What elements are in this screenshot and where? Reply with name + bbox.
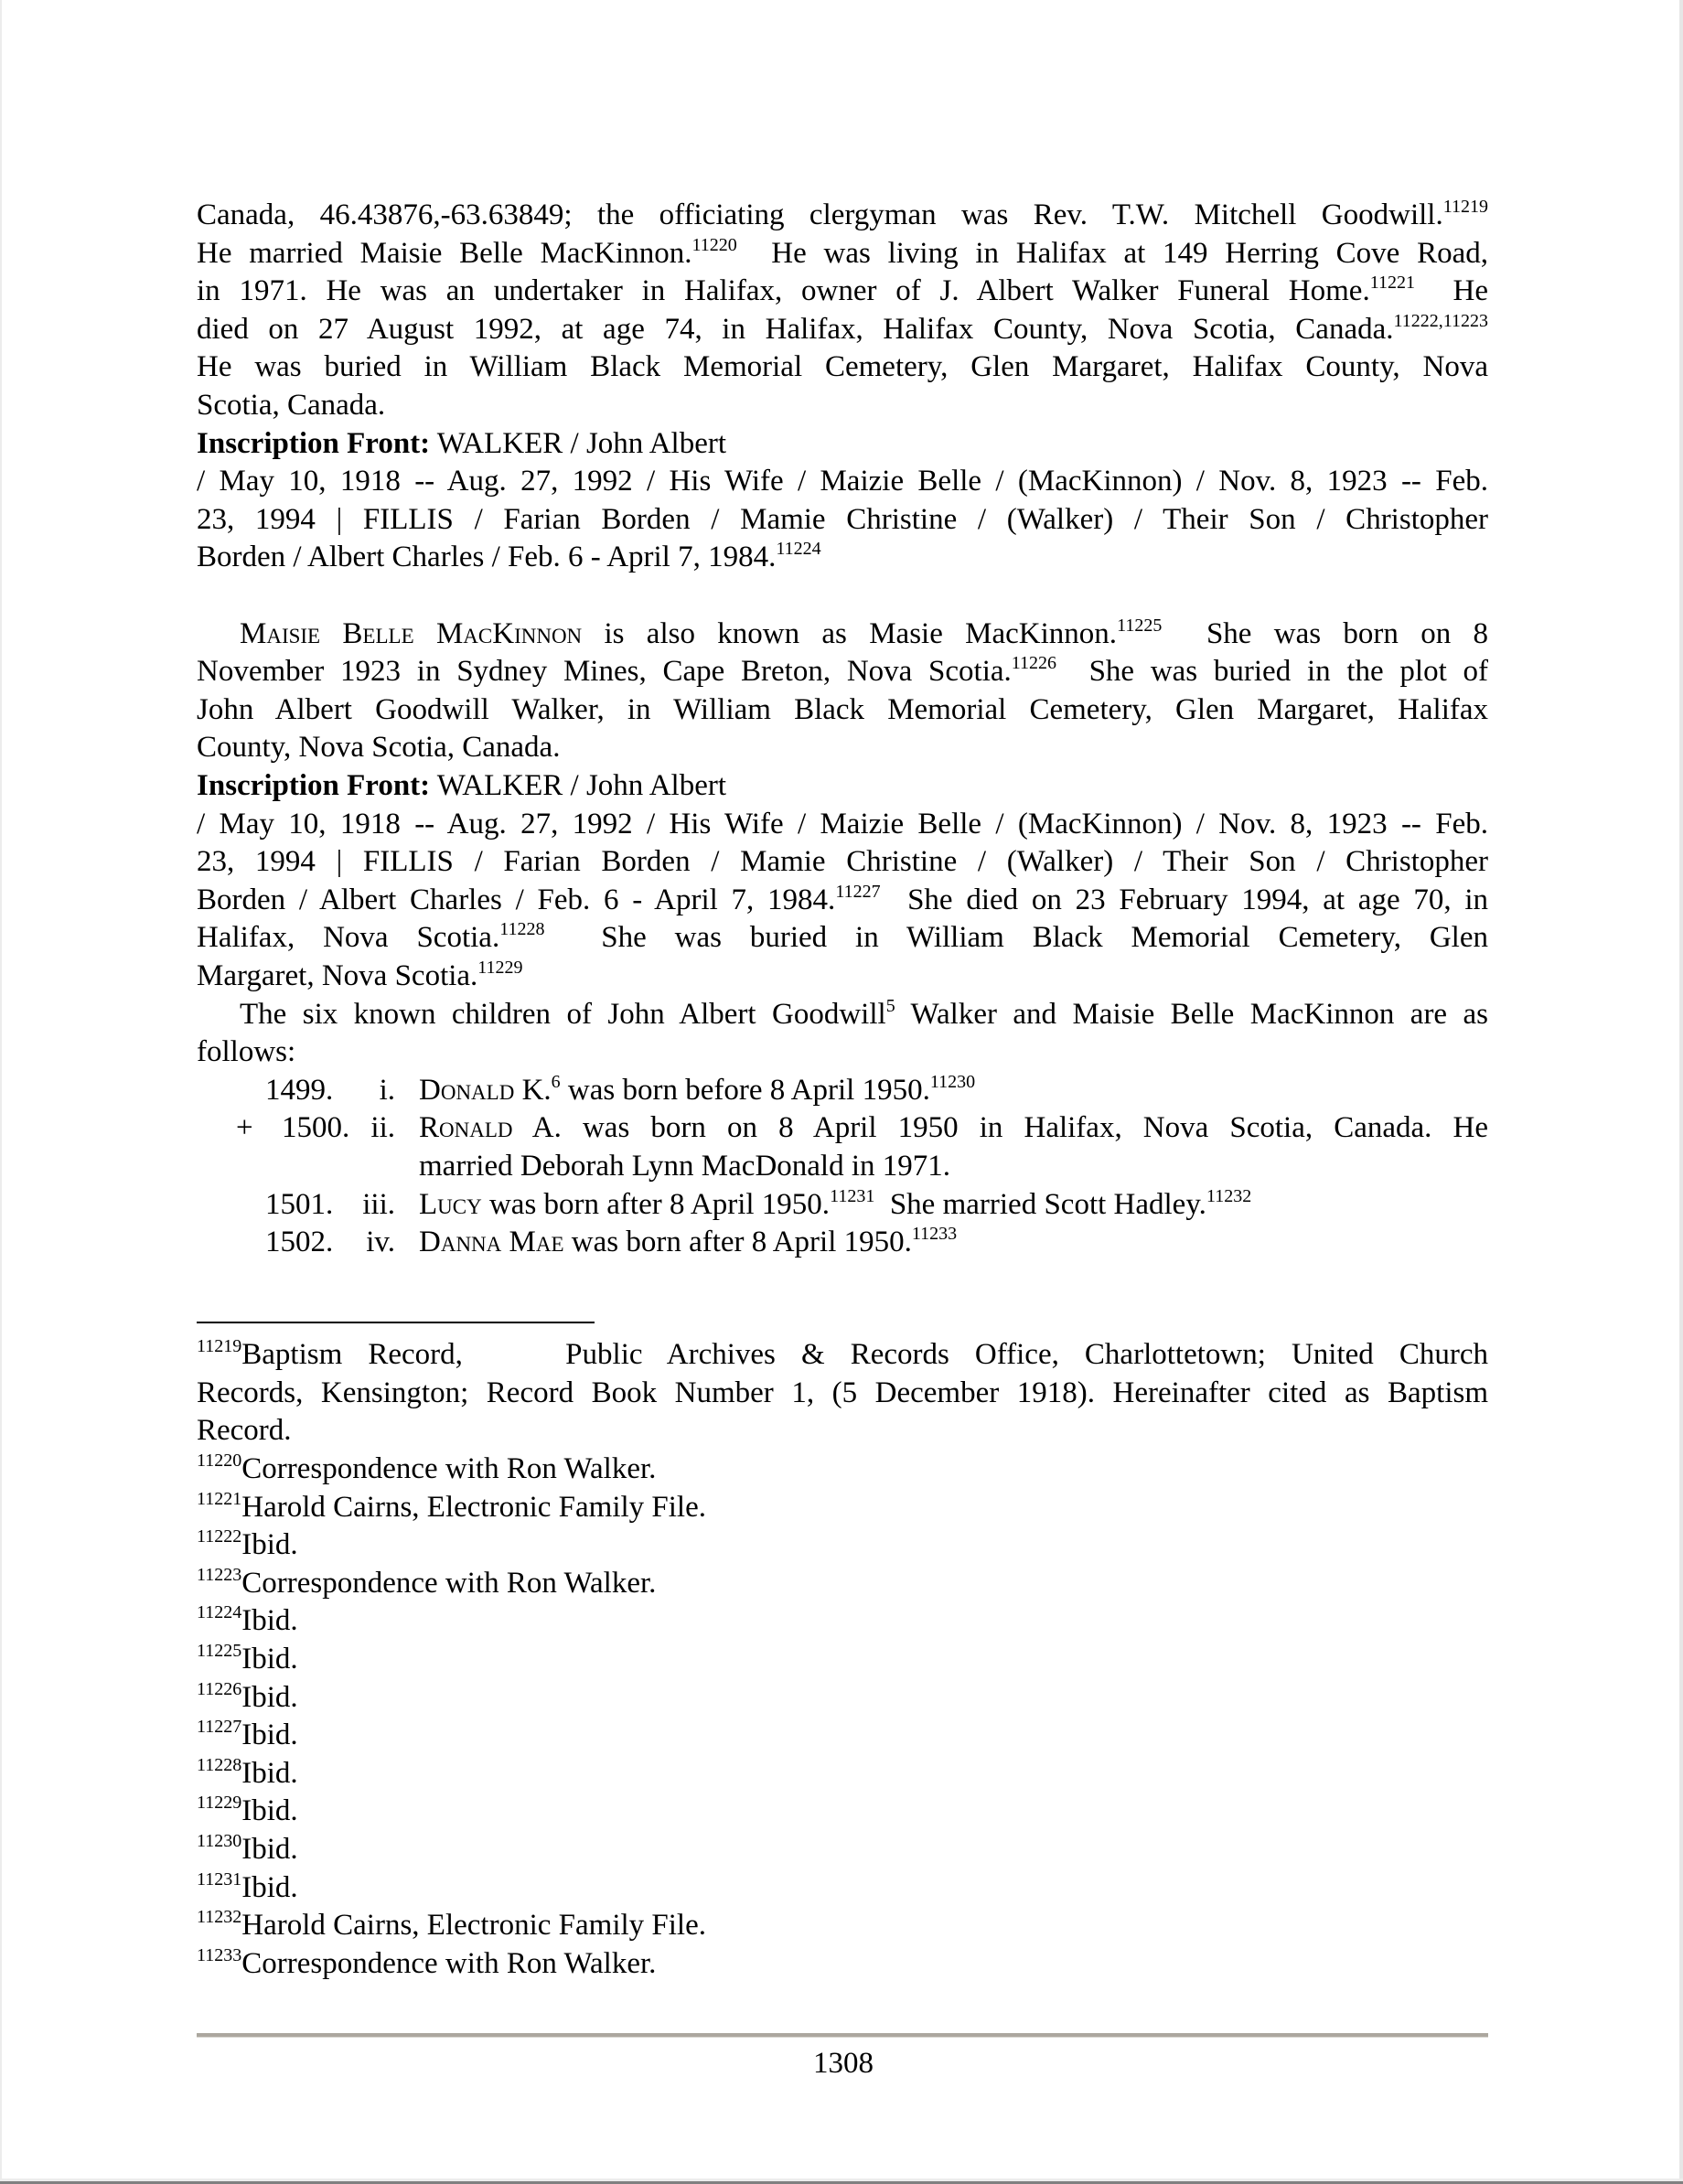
footnote-line: Record. xyxy=(197,1414,292,1447)
text-line: He married Maisie Belle MacKinnon.$^{11220}$ He was living in Halifax at 149 Herring Cove Road, xyxy=(197,235,1488,270)
text-line: He was buried in William Black Memorial Cemetery, Glen Margaret, Halifax County, Nova xyxy=(197,350,1488,383)
child-name: Lucy xyxy=(419,1188,482,1221)
footnote-number: 11232 xyxy=(197,1907,242,1927)
footnote-number: 11227 xyxy=(197,1717,242,1737)
child-number: 1501. xyxy=(265,1188,334,1221)
footnote-ref[interactable]: 11225 xyxy=(1117,616,1163,636)
footnote-ref[interactable]: 11227 xyxy=(835,882,881,902)
footnote: $^{11233}$Correspondence with Ron Walker. xyxy=(197,1945,657,1980)
generation-number: 5 xyxy=(885,996,895,1016)
text-line: follows: xyxy=(197,1035,296,1068)
footnote: $^{11225}$Ibid. xyxy=(197,1641,298,1675)
footnote-number: 11231 xyxy=(197,1869,242,1890)
footnote: $^{11223}$Correspondence with Ron Walker. xyxy=(197,1565,657,1600)
child-text: Donald K.$^6$ was born before 8 April 1950.$^{11230}$ xyxy=(419,1072,976,1107)
page-edge-left xyxy=(0,0,2,2184)
text-line: 23, 1994 | FILLIS / Farian Borden / Mamie Christine / (Walker) / Their Son / Christopher xyxy=(197,845,1488,878)
footnote-number: 11220 xyxy=(197,1451,242,1471)
footnote-line: Records, Kensington; Record Book Number 1, (5 December 1918). Hereinafter cited as Baptism xyxy=(197,1376,1488,1409)
footnote: $^{11220}$Correspondence with Ron Walker. xyxy=(197,1451,657,1485)
footnote-ref[interactable]: 11226 xyxy=(1011,653,1057,673)
text-line: November 1923 in Sydney Mines, Cape Breton, Nova Scotia.$^{11226}$ She was buried in the plot of xyxy=(197,653,1488,688)
inscription-line: Inscription Front: WALKER / John Albert xyxy=(197,427,727,460)
child-name: Donald K. xyxy=(419,1074,552,1107)
text-line: Maisie Belle MacKinnon is also known as Masie MacKinnon.$^{11225}$ She was born on 8 xyxy=(240,616,1488,650)
text-line: Margaret, Nova Scotia.$^{11229}$ xyxy=(197,958,523,992)
inscription-line: Inscription Front: WALKER / John Albert xyxy=(197,769,727,802)
text-line: Borden / Albert Charles / Feb. 6 - April 7, 1984.$^{11227}$ She died on 23 February 1994, at age 70, in xyxy=(197,882,1488,916)
child-roman: ii. xyxy=(370,1111,395,1144)
footnote-number: 11233 xyxy=(197,1945,242,1965)
footnote-number: 11230 xyxy=(197,1831,242,1851)
text-line: The six known children of John Albert Goodwill$^5$ Walker and Maisie Belle MacKinnon are as xyxy=(240,996,1488,1031)
child-number: 1502. xyxy=(265,1226,334,1258)
footnote-ref[interactable]: 11221 xyxy=(1369,273,1415,293)
footnote-ref[interactable]: 11220 xyxy=(691,235,737,255)
page-edge-right xyxy=(1679,0,1683,2184)
footnote-ref[interactable]: 11232 xyxy=(1206,1186,1252,1206)
footnote-ref[interactable]: 11219 xyxy=(1442,197,1488,217)
footnote: $^{11222}$Ibid. xyxy=(197,1526,298,1561)
footnote: $^{11229}$Ibid. xyxy=(197,1793,298,1827)
text-line: died on 27 August 1992, at age 74, in Halifax, Halifax County, Nova Scotia, Canada.$^{11222,11223}$ xyxy=(197,311,1488,346)
footnote: $^{11226}$Ibid. xyxy=(197,1679,298,1714)
text-line: in 1971. He was an undertaker in Halifax, owner of J. Albert Walker Funeral Home.$^{11221}$ He xyxy=(197,273,1489,307)
child-text: Lucy was born after 8 April 1950.$^{11231}$ She married Scott Hadley.$^{11232}$ xyxy=(419,1186,1252,1221)
footnote-number: 11225 xyxy=(197,1641,242,1661)
footnote: $^{11221}$Harold Cairns, Electronic Family File. xyxy=(197,1489,706,1524)
footnote-ref[interactable]: 11233 xyxy=(911,1224,958,1244)
text-line: 23, 1994 | FILLIS / Farian Borden / Mamie Christine / (Walker) / Their Son / Christopher xyxy=(197,503,1488,536)
footnote-number: 11223 xyxy=(197,1565,242,1585)
footnote: $^{11232}$Harold Cairns, Electronic Family File. xyxy=(197,1907,706,1942)
child-roman: i. xyxy=(379,1074,395,1107)
footnote: $^{11231}$Ibid. xyxy=(197,1869,298,1904)
text-line: Scotia, Canada. xyxy=(197,389,386,422)
child-text: Danna Mae was born after 8 April 1950.$^{11233}$ xyxy=(419,1224,958,1258)
footnote-number: 11221 xyxy=(197,1489,242,1509)
child-roman: iii. xyxy=(362,1188,395,1221)
text-line: Halifax, Nova Scotia.$^{11228}$ She was buried in William Black Memorial Cemetery, Glen xyxy=(197,919,1488,954)
footer-rule xyxy=(197,2033,1488,2038)
footnote: $^{11227}$Ibid. xyxy=(197,1717,298,1751)
child-number: 1500. xyxy=(282,1111,350,1144)
footnote-number: 11226 xyxy=(197,1679,242,1699)
footnote: $^{11219}$Baptism Record, Public Archives & Records Office, Charlottetown; United Church xyxy=(197,1336,1488,1371)
footnote-number: 11222 xyxy=(197,1526,242,1547)
person-name: Maisie Belle MacKinnon xyxy=(240,617,583,650)
text-line: / May 10, 1918 -- Aug. 27, 1992 / His Wife / Maizie Belle / (MacKinnon) / Nov. 8, 1923 -- Feb. xyxy=(197,465,1488,498)
child-name: Danna Mae xyxy=(419,1226,564,1258)
child-text-continued: married Deborah Lynn MacDonald in 1971. xyxy=(419,1150,951,1183)
footnote-number: 11219 xyxy=(197,1336,242,1356)
footnote-ref[interactable]: 11224 xyxy=(776,539,821,559)
text-line: / May 10, 1918 -- Aug. 27, 1992 / His Wife / Maizie Belle / (MacKinnon) / Nov. 8, 1923 -- Feb. xyxy=(197,808,1488,840)
inscription-label: Inscription Front: xyxy=(197,769,431,802)
footnote-number: 11229 xyxy=(197,1793,242,1813)
inscription-label: Inscription Front: xyxy=(197,427,431,460)
footnote-number: 11224 xyxy=(197,1602,242,1622)
footnote-ref[interactable]: 11231 xyxy=(830,1186,875,1206)
footnote-number: 11228 xyxy=(197,1755,242,1775)
child-name: Ronald xyxy=(419,1111,513,1144)
child-number: 1499. xyxy=(265,1074,334,1107)
page-number: 1308 xyxy=(813,2047,874,2080)
text-line: Borden / Albert Charles / Feb. 6 - April 7, 1984.$^{11224}$ xyxy=(197,539,821,573)
child-roman: iv. xyxy=(366,1226,395,1258)
footnote: $^{11230}$Ibid. xyxy=(197,1831,298,1866)
footnote: $^{11224}$Ibid. xyxy=(197,1602,298,1637)
child-text: Ronald A. was born on 8 April 1950 in Halifax, Nova Scotia, Canada. He xyxy=(419,1111,1488,1144)
generation-number: 6 xyxy=(551,1072,561,1092)
footnote-ref[interactable]: 11222,11223 xyxy=(1393,311,1488,331)
text-line: County, Nova Scotia, Canada. xyxy=(197,731,561,764)
has-descendants-marker: + xyxy=(236,1111,253,1144)
footnote-ref[interactable]: 11230 xyxy=(929,1072,976,1092)
text-line: Canada, 46.43876,-63.63849; the officiating clergyman was Rev. T.W. Mitchell Goodwill.$^{11219}$ xyxy=(197,197,1488,231)
footnote-ref[interactable]: 11229 xyxy=(477,958,523,978)
footnote: $^{11228}$Ibid. xyxy=(197,1755,298,1790)
footnote-ref[interactable]: 11228 xyxy=(499,919,545,939)
footnote-separator xyxy=(197,1322,595,1323)
text-line: John Albert Goodwill Walker, in William Black Memorial Cemetery, Glen Margaret, Halifax xyxy=(197,693,1488,726)
